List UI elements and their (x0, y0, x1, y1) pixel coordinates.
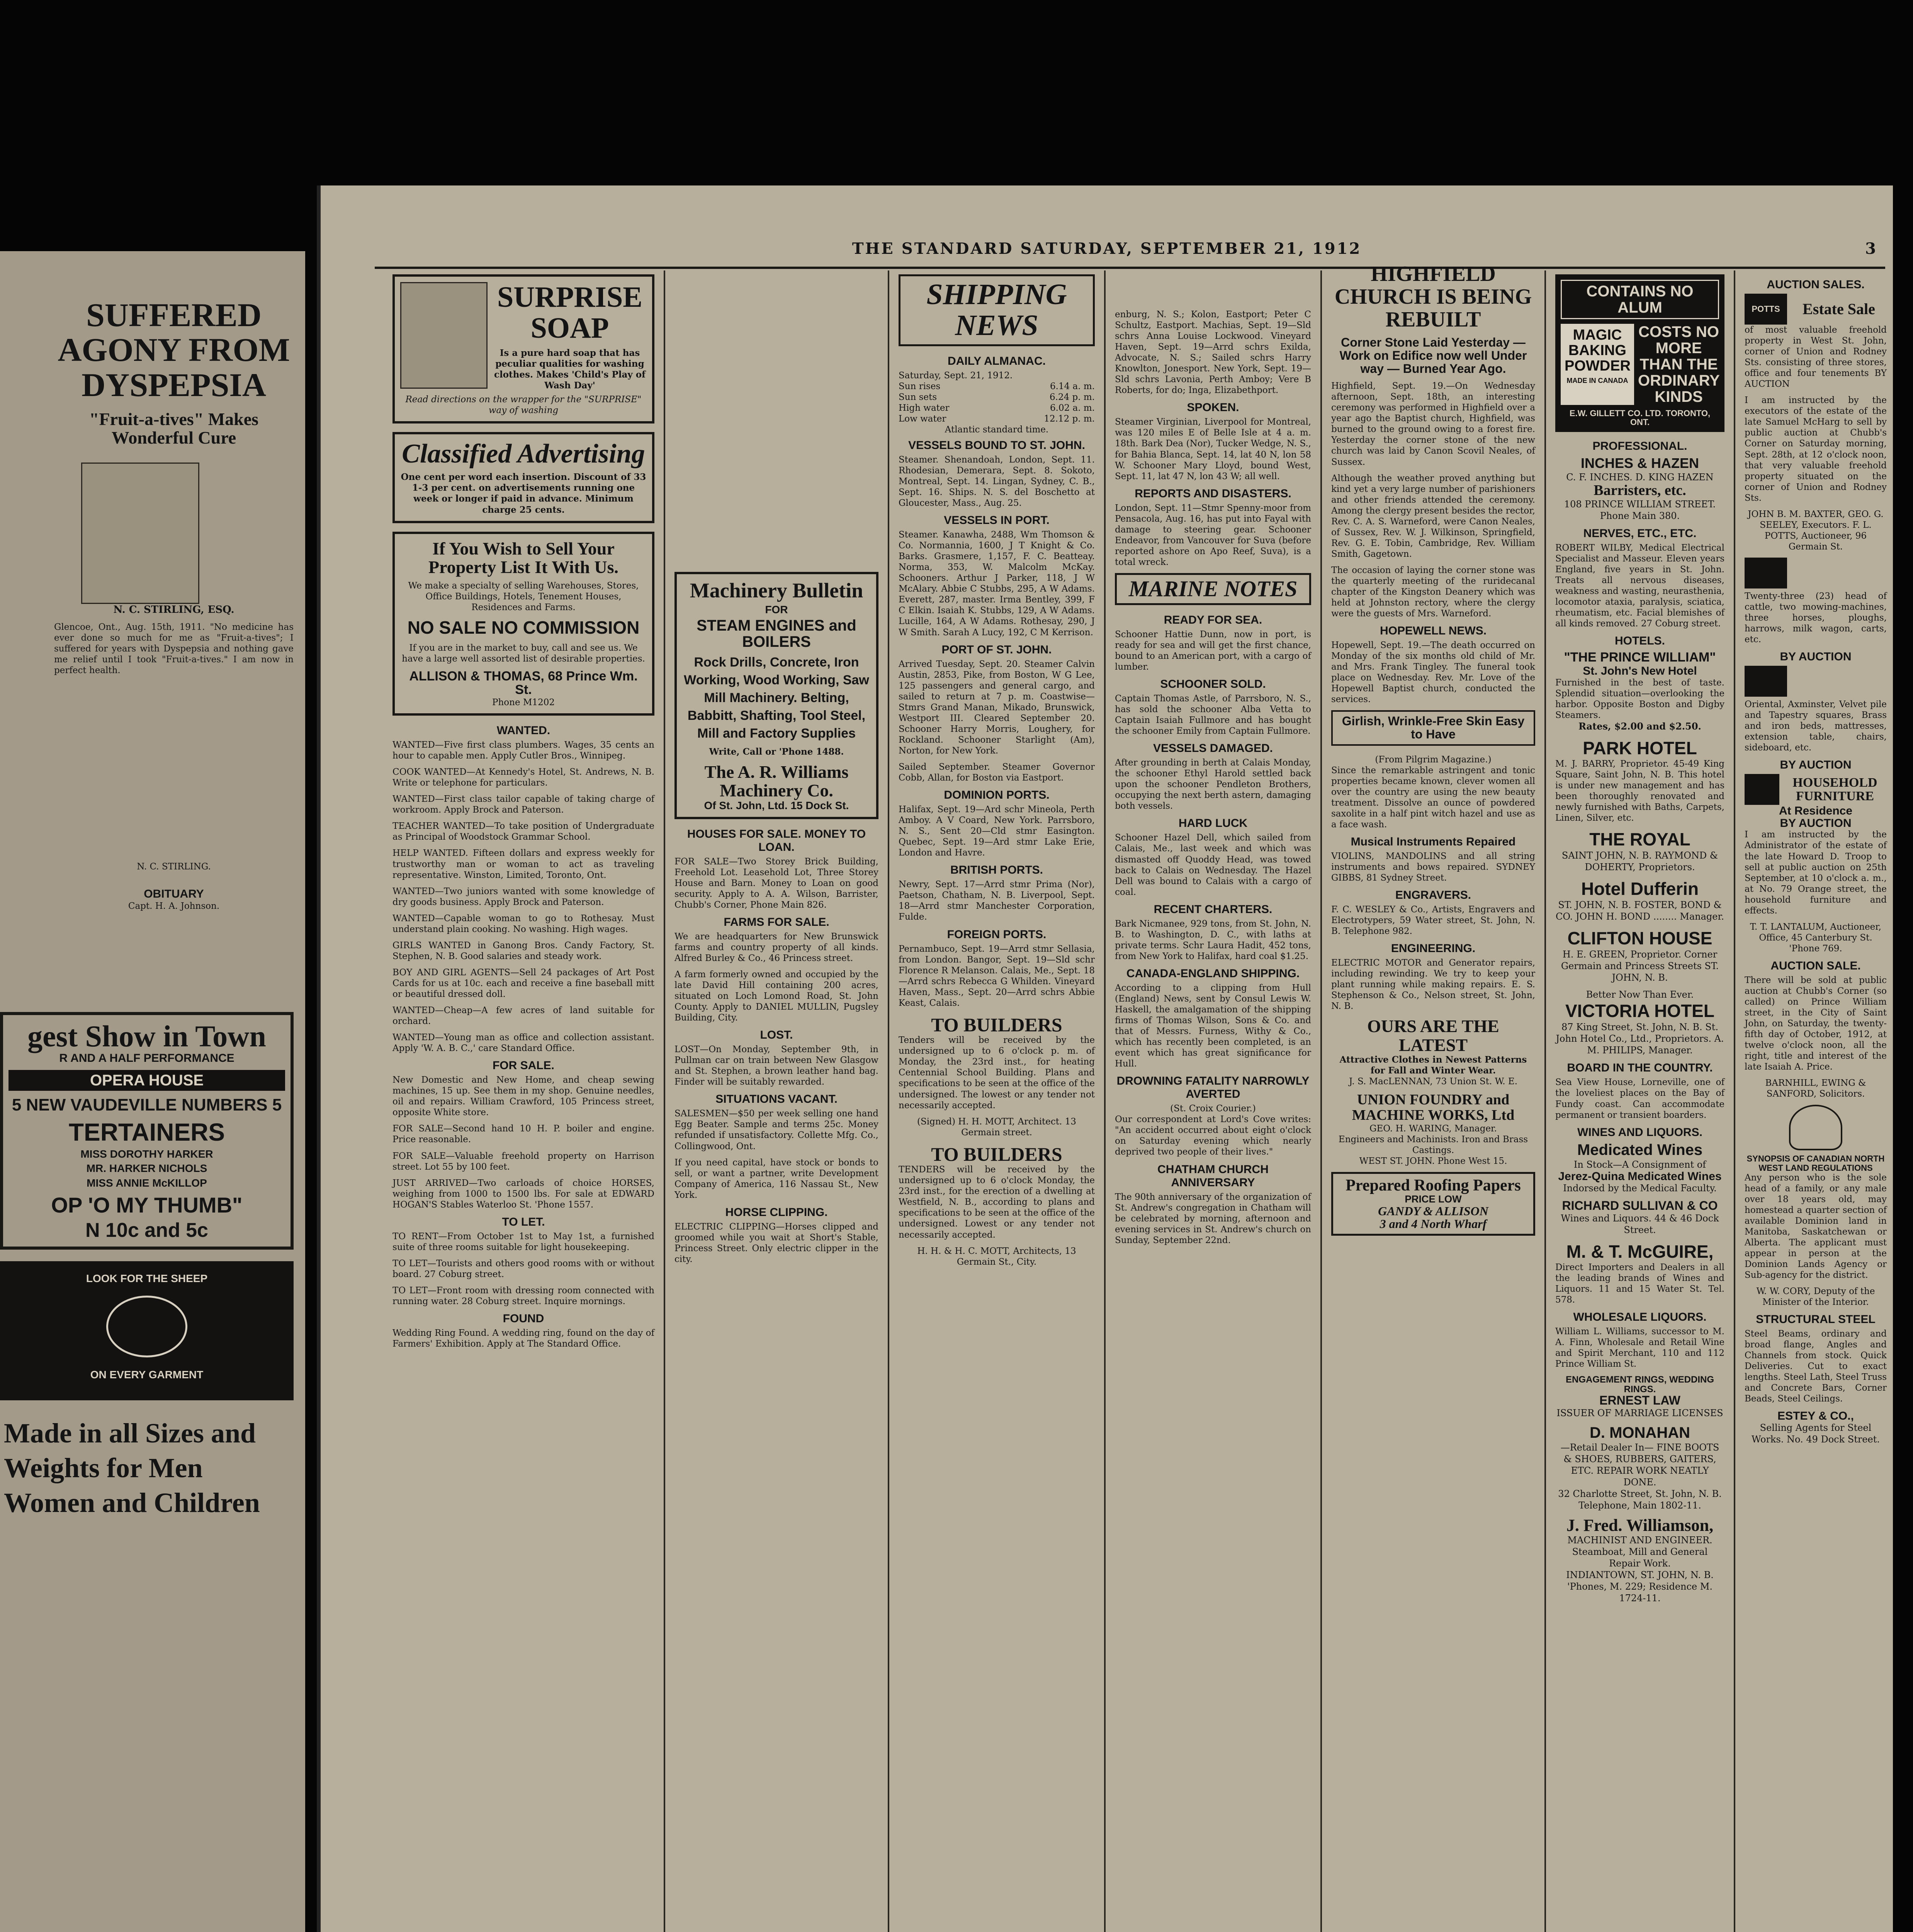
hopewell-text: Hopewell, Sept. 19.—The death occurred on Monday of the six months old child of Mr. and Mrs. Frank Tingley. The funeral took place on Wednesday. Rev. Mr. Love of the Hopewell Baptist church, conducted the services. (1331, 640, 1535, 705)
williamson-text: MACHINIST AND ENGINEER. Steamboat, Mill and General Repair Work. (1567, 1535, 1713, 1569)
chatham-text: The 90th anniversary of the organization of St. Andrew's congregation in Chatham will be celebrated by morning, afternoon and evening services in St. Andrew's church on Sunday, September 22nd. (1115, 1192, 1311, 1245)
prince-william-text: Furnished in the best of taste. Splendid situation—overlooking the harbor. Opposite Boston and Digby Steamers. (1555, 677, 1724, 721)
union-foundry-title: UNION FOUNDRY and MACHINE WORKS, Ltd (1352, 1092, 1515, 1124)
professional-heading: PROFESSIONAL. (1592, 440, 1687, 453)
almanac-row (899, 392, 1095, 403)
notice-text: There will be sold at public auction at Chubb's Corner (so called) on Prince William street, in the City of Saint John, on Saturday, the twenty-fifth day of October, 1912, at twelve o'clock noon, all the right, title and interest of the late Isaiah A. Price. (1745, 975, 1887, 1072)
wholesale-heading: WHOLESALE LIQUORS. (1573, 1310, 1707, 1323)
foreign-heading: FOREIGN PORTS. (947, 928, 1047, 941)
shipping-news-header (899, 274, 1095, 346)
synopsis-heading: SYNOPSIS OF CANADIAN NORTH WEST LAND REGULATIONS (1747, 1154, 1885, 1173)
williamson-address: INDIANTOWN, ST. JOHN, N. B. 'Phones, M. 229; Residence M. 1724-11. (1566, 1570, 1714, 1604)
synopsis-signature: W. W. CORY, Deputy of the Minister of the Interior. (1756, 1286, 1875, 1308)
farms-text: We are headquarters for New Brunswick farms and country property of all kinds. Alfred Burley & Co., 46 Princess street. (674, 931, 878, 963)
wines-heading: WINES AND LIQUORS. (1577, 1126, 1702, 1139)
page-number: 3 (1865, 240, 1877, 258)
hopewell-heading: HOPEWELL NEWS. (1380, 624, 1487, 638)
almanac-heading: DAILY ALMANAC. (948, 354, 1046, 367)
victoria-top: Better Now Than Ever. (1586, 989, 1694, 1000)
show-sub: R AND A HALF PERFORMANCE (59, 1052, 234, 1065)
fruitatives-subhead: "Fruit-a-tives" Makes Wonderful Cure (89, 409, 259, 448)
houses-heading: HOUSES FOR SALE. MONEY TO LOAN. (687, 827, 866, 854)
estate-sale-text-2: I am instructed by the executors of the estate of the late Samuel McHarg to sell by public auction at Chubb's Corner on Saturday morning, Sept. 28th, at 12 o'clock noon, that very valuable freehold property situated on the corner of Union and Rodney Sts. (1745, 395, 1887, 503)
british-heading: BRITISH PORTS. (950, 864, 1043, 877)
marine-notes-header (1115, 573, 1311, 605)
engravers-heading: ENGRAVERS. (1395, 889, 1471, 902)
classified-header (392, 432, 654, 523)
to-let-list (392, 1231, 654, 1307)
for-sale-ad: FOR SALE—Second hand 10 H. P. boiler and engine. Price reasonable. (392, 1124, 654, 1145)
obituary-heading: OBITUARY (144, 888, 204, 901)
nerves-text: ROBERT WILBY, Medical Electrical Specialist and Masseur. Eleven years England, five years in St. John. Treats all nervous diseases, weakness and wasting, neurasthenia, locomotor ataxia, paralysis, sciatica, rheumatism, etc. Facial blemishes of all kinds removed. 27 Coburg street. (1555, 543, 1724, 629)
damaged-text: After grounding in berth at Calais Monday, the schooner Ethyl Harold settled back upon the schooner Pendleton Brothers, occupying the next berth astern, damaging both vessels. (1115, 758, 1311, 811)
almanac-row (899, 403, 1095, 413)
girlish-sub: (From Pilgrim Magazine.) (1375, 754, 1492, 765)
to-let-ad: TO LET—Front room with dressing room connected with running water. 28 Coburg street. Inquire mornings. (392, 1285, 654, 1306)
inches-names: C. F. INCHES. D. KING HAZEN (1566, 472, 1714, 483)
monahan-text: —Retail Dealer In— FINE BOOTS & SHOES, RUBBERS, GAITERS, ETC. REPAIR WORK NEATLY DONE. (1560, 1442, 1719, 1488)
wanted-ad: GIRLS WANTED in Ganong Bros. Candy Factory, St. Stephen, N. B. Good salaries and steady work. (392, 940, 654, 961)
cattle-auction-label: BY AUCTION (1780, 650, 1852, 663)
almanac-label: Saturday, Sept. 21, 1912. (899, 370, 1013, 381)
engravers-text: F. C. WESLEY & Co., Artists, Engravers and Electrotypers, 59 Water street, St. John, N. B. Telephone 982. (1331, 905, 1535, 937)
column-auctions (1738, 274, 1893, 1932)
country-text: Sea View House, Lorneville, one of the loveliest places on the Bay of Fundy coast. Can accommodate permanent or transient boarders. (1555, 1077, 1724, 1120)
drowning-sub: (St. Croix Courier.) (1170, 1104, 1256, 1114)
mcguire-title: M. & T. McGUIRE, (1566, 1241, 1714, 1262)
builders-heading-2: TO BUILDERS (931, 1143, 1062, 1165)
park-hotel-title: PARK HOTEL (1583, 738, 1697, 759)
wanted-ad: WANTED—Cheap—A few acres of land suitable for orchard. (392, 1005, 654, 1027)
column-rule (1320, 270, 1322, 1932)
almanac-table (899, 370, 1095, 424)
notice-signature: BARNHILL, EWING & SANFORD, Solicitors. (1765, 1078, 1866, 1099)
union-address: WEST ST. JOHN. Phone West 15. (1359, 1156, 1507, 1167)
jerez-title: Jerez-Quina Medicated Wines (1558, 1170, 1722, 1183)
prince-william-rates: Rates, $2.00 and $2.50. (1578, 721, 1701, 732)
highfield-text-2: Although the weather proved anything but kind yet a very large number of parishioners and other friends attended the ceremony. Among the clergy present besides the rector, Rev. C. A. S. Warneford, were Canon Neales, of Sussex, Rev. W. J. Wilkinson, Springfield, Rev. G. E. Tobin, Cambridge, Rev. William Smith, Gagetown. (1331, 473, 1535, 559)
magic-baking-powder-ad (1555, 274, 1724, 432)
builders-signature-2: H. H. & H. C. MOTT, Architects, 13 Germain St., City. (917, 1246, 1076, 1267)
foreign-text: Pernambuco, Sept. 19—Arrd stmr Sellasia, from London. Bangor, Sept. 19—Sld schr Florence R Melanson. Calais, Me., Sept. 18—Arrd schrs Rebecca G Whilden. Vineyard Haven, Mass., Sept. 20—Arrd schrs Abbie Keast, Calais. (899, 944, 1095, 1008)
auction-heading: AUCTION SALES. (1767, 278, 1865, 291)
alum-costs: COSTS NO MORE THAN THE ORDINARY KINDS (1638, 323, 1720, 405)
victoria-text: 87 King Street, St. John, N. B. St. John Hotel Co., Ltd., Proprietors. A. M. PHILIPS, Manager. (1556, 1022, 1724, 1056)
wanted-heading: WANTED. (496, 724, 550, 737)
classified-rates: One cent per word each insertion. Discount of 33 1-3 per cent. on advertisements running one week or longer if paid in advance. Minimum charge 25 cents. (401, 472, 646, 515)
spoken-text: Steamer Virginian, Liverpool for Montreal, was 120 miles E of Belle Isle at 4 a. m. 18th. Bark Dea (Nor), Tucker Wedge, N. S., for Bahia Blanca, Sept. 14, lat 40 N, lon 58 W. Schooner Mary Lloyd, bound West, Sept. 11, lat 47 N, lon 43 W; all well. (1115, 417, 1311, 481)
sheep-top-text: LOOK FOR THE SHEEP (86, 1272, 208, 1284)
wanted-ad: COOK WANTED—At Kennedy's Hotel, St. Andrews, N. B. Write or telephone for particulars. (392, 767, 654, 788)
wanted-ad: WANTED—Capable woman to go to Rothesay. Must understand plain cooking. No washing. High wages. (392, 913, 654, 934)
steel-address: Selling Agents for Steel Works. No. 49 Dock Street. (1751, 1422, 1880, 1445)
vessels-bound-heading: VESSELS BOUND TO ST. JOHN. (908, 439, 1085, 452)
newspaper-page (317, 185, 1893, 1932)
testimonial-signature: N. C. STIRLING. (137, 862, 211, 872)
column-rule (1734, 270, 1735, 1932)
dominion-heading: DOMINION PORTS. (944, 789, 1050, 802)
canada-heading: CANADA-ENGLAND SHIPPING. (1126, 967, 1300, 980)
vessels-port-heading: VESSELS IN PORT. (944, 514, 1050, 527)
potts-flag-icon: POTTS (1745, 294, 1787, 325)
wanted-ad: WANTED—Two juniors wanted with some knowledge of dry goods business. Apply Brock and Paterson. (392, 886, 654, 907)
wanted-ad: WANTED—Young man as office and collection assistant. Apply 'W. A. B. C.,' care Standard Office. (392, 1032, 654, 1054)
laundress-image (400, 282, 488, 389)
machinery-for: FOR (765, 603, 788, 616)
latest-address: J. S. MacLENNAN, 73 Union St. W. E. (1349, 1077, 1518, 1087)
almanac-value: 6.02 a. m. (1050, 403, 1095, 413)
wanted-ad: HELP WANTED. Fifteen dollars and express weekly for trustworthy man or woman to act as traveling representative. Winston, Limited, Toronto, Ont. (392, 848, 654, 880)
vessels-port-text: Steamer. Kanawha, 2488, Wm Thomson & Co. Normannia, 1600, J T Knight & Co. Barks. Grasmere, 1,157, F. C. Beatteay. Norma, 353, W. Malcolm McKay. Schooners. Arthur J Parker, 118, J W McAlary. Abbie C Stubbs, 295, A W Adams. Everett, 287, master. Irma Bentley, 399, F C Elkin. Isaiah K. Stubbs, 129, A W Adams. Lucille, 164, A W Adams. Rothesay, 290, J W Smith. Sarah A Lucy, 192, C M Kerrison. (899, 530, 1095, 638)
dufferin-text: ST. JOHN, N. B. FOSTER, BOND & CO. JOHN H. BOND ........ Manager. (1556, 900, 1724, 922)
latest-text: Attractive Clothes in Newest Patterns for Fall and Winter Wear. (1339, 1054, 1527, 1076)
sullivan-text: Wines and Liquors. 44 & 46 Dock Street. (1561, 1213, 1719, 1235)
damaged-heading: VESSELS DAMAGED. (1153, 742, 1273, 755)
oriental-auction-label: BY AUCTION (1780, 759, 1852, 772)
clifton-text: H. E. GREEN, Proprietor. Corner Germain and Princess Streets ST. JOHN, N. B. (1561, 949, 1719, 983)
show-title: gest Show in Town (27, 1019, 266, 1053)
machinery-title: Machinery Bulletin (690, 579, 863, 602)
medicated-text: In Stock—A Consignment of (1573, 1159, 1706, 1170)
previous-page-strip (0, 251, 305, 1932)
union-text: Engineers and Machinists. Iron and Brass Castings. (1338, 1134, 1528, 1156)
column-rule (1544, 270, 1546, 1932)
alum-made: MADE IN CANADA (1566, 376, 1628, 384)
coat-of-arms-icon (1789, 1105, 1842, 1150)
column-rule (1104, 270, 1106, 1932)
column-highfield (1325, 263, 1541, 1932)
sold-text: Captain Thomas Astle, of Parrsboro, N. S., has sold the schooner Alba Vetta to Captain Isaiah Fullmore and has bought the schooner Emily from Captain Fullmore. (1115, 694, 1311, 736)
clifton-title: CLIFTON HOUSE (1567, 928, 1713, 949)
engineering-text: ELECTRIC MOTOR and Generator repairs, including rewinding. We try to keep your plant running while making repairs. E. S. Stephenson & Co., Nelson street, St. John, N. B. (1331, 958, 1535, 1012)
tom-thumb-title: OP 'O MY THUMB" (51, 1193, 243, 1218)
soap-title: SURPRISE SOAP (497, 281, 642, 344)
hotels-heading: HOTELS. (1614, 634, 1665, 648)
highfield-text: Highfield, Sept. 19.—On Wednesday afternoon, Sept. 18th, an interesting ceremony was performed in Highfield over a year ago the Baptist church, Highfield, was burned to the ground owing to a forest fire. Yesterday the corner stone of the new church was laid by Canon Scovil Neales, of Sussex. (1331, 381, 1535, 467)
masthead-title: THE STANDARD SATURDAY, SEPTEMBER 21, 1912 (852, 240, 1362, 258)
wanted-list (392, 740, 654, 1054)
chatham-heading: CHATHAM CHURCH ANNIVERSARY (1157, 1163, 1269, 1189)
wanted-ad: WANTED—Five first class plumbers. Wages, 35 cents an hour to capable men. Apply Cutler Bros., Winnipeg. (392, 740, 654, 761)
builders-heading: TO BUILDERS (931, 1014, 1062, 1036)
shipping-continued: enburg, N. S.; Kolon, Eastport; Peter C Schultz, Eastport. Machias, Sept. 19—Sld schrs Anna Louise Lockwood. Vineyard Haven, Sept. 19—Arrd schrs Exilda, Advocate, N. S.; Sailed schrs Harry Knowlton, Jonesport. New York, Sept. 19—Sld schrs Lavonia, Perth Amboy; Vere B Roberts, for do; Inga, Elizabethport. (1115, 310, 1311, 396)
engineering-heading: ENGINEERING. (1391, 942, 1476, 955)
opera-house-name: OPERA HOUSE (8, 1070, 285, 1091)
alum-brand: MAGIC BAKING POWDER (1565, 327, 1631, 374)
nerves-heading: NERVES, ETC., ETC. (1583, 527, 1697, 540)
to-let-ad: TO LET—Tourists and others good rooms with or without board. 27 Coburg street. (392, 1258, 654, 1279)
machinery-ad (674, 572, 878, 819)
marine-notes-title: MARINE NOTES (1128, 576, 1298, 601)
found-text: Wedding Ring Found. A wedding ring, found on the day of Farmers' Exhibition. Apply at The Standard Office. (392, 1328, 654, 1349)
potts-flag-icon-2 (1745, 558, 1787, 588)
vessels-bound-text: Steamer. Shenandoah, London, Sept. 11. Rhodesian, Demerara, Sept. 8. Sokoto, Montreal, Sept. 14. Lingan, Sydney, C. B., Sept. 16. Ships. N. S. del Boschetto at Gloucester, Mass., Aug. 25. (899, 454, 1095, 509)
williams-company: The A. R. Williams Machinery Co. (704, 762, 849, 800)
classified-title: Classified Advertising (402, 439, 645, 469)
notice-heading: AUCTION SALE. (1770, 959, 1861, 972)
sheep-icon (106, 1296, 187, 1357)
park-hotel-text: M. J. BARRY, Proprietor. 45-49 King Square, Saint John, N. B. This hotel is under new management and has been thoroughly renovated and newly furnished with Baths, Carpets, Linen, Silver, etc. (1555, 759, 1724, 823)
alum-top: CONTAINS NO ALUM (1561, 280, 1719, 319)
column-rule (888, 270, 889, 1932)
farms-heading: FARMS FOR SALE. (724, 915, 829, 929)
fruitatives-headline: SUFFERED AGONY FROM DYSPEPSIA (58, 296, 290, 403)
household-sub: At Residence (1779, 804, 1853, 818)
roofing-firm: GANDY & ALLISON (1378, 1204, 1488, 1218)
dufferin-title: Hotel Dufferin (1581, 879, 1699, 899)
shipping-title: SHIPPING NEWS (926, 278, 1067, 342)
for-sale-heading: FOR SALE. (492, 1059, 554, 1072)
vaudeville-numbers: 5 NEW VAUDEVILLE NUMBERS 5 (12, 1095, 282, 1114)
ttl-flag-icon (1745, 774, 1779, 805)
drowning-heading: DROWNING FATALITY NARROWLY AVERTED (1116, 1075, 1310, 1101)
performer-3: MISS ANNIE McKILLOP (87, 1177, 207, 1189)
almanac-row (899, 413, 1095, 424)
show-prices: N 10c and 5c (85, 1219, 208, 1242)
steel-text: Steel Beams, ordinary and broad flange, Angles and Channels from stock. Quick Deliveries. Cut to exact lengths. Steel Lath, Steel Truss and Concrete Bars, Corner Beads, Steel Ceilings. (1745, 1329, 1887, 1404)
wanted-ad: WANTED—First class tailor capable of taking charge of workroom. Apply Brock and Paterson. (392, 794, 654, 815)
rings-heading: ENGAGEMENT RINGS, WEDDING RINGS. (1565, 1374, 1714, 1395)
reports-text: London, Sept. 11—Stmr Spenny-moor from Pensacola, Aug. 16, has put into Fayal with damage to steering gear. Schooner Endeavor, from Vancouver for Suva (before reported ashore on Apo Reef, Suva), is a total wreck. (1115, 503, 1311, 567)
reports-heading: REPORTS AND DISASTERS. (1135, 487, 1291, 500)
almanac-note: Atlantic standard time. (945, 424, 1049, 435)
almanac-row (899, 381, 1095, 392)
situations-text-2: If you need capital, have stock or bonds to sell, or want a partner, write Development Company of America, 116 Nassau St., New York. (674, 1157, 878, 1200)
roofing-address: 3 and 4 North Wharf (1380, 1217, 1487, 1231)
dominion-text: Halifax, Sept. 19—Ard schr Mineola, Perth Amboy. A V Coard, New York. Parrsboro, N. S., Sent 20—Cld stmr Easington. Quebec, Sept. 19—Ard stmr Lake Erie, London and Havre. (899, 804, 1095, 858)
sullivan-title: RICHARD SULLIVAN & CO (1562, 1199, 1718, 1213)
girlish-title: Girlish, Wrinkle-Free Skin Easy to Have (1342, 714, 1525, 742)
hard-luck-heading: HARD LUCK (1178, 817, 1248, 830)
law-title: ERNEST LAW (1599, 1393, 1680, 1408)
portrait-caption: N. C. STIRLING, ESQ. (113, 604, 234, 616)
royal-title: THE ROYAL (1589, 829, 1690, 850)
baking-powder-tin (1561, 324, 1634, 405)
almanac-label: High water (899, 403, 950, 413)
synopsis-text: Any person who is the sole head of a family, or any male over 18 years old, may homestead a quarter section of available Dominion land in Manitoba, Saskatchewan or Alberta. The applicant must appear in person at the Dominion Lands Agency or Sub-agency for the district. (1745, 1172, 1887, 1281)
column-shipping (892, 274, 1101, 1932)
household-signature: T. T. LANTALUM, Auctioneer, Office, 45 Canterbury St. 'Phone 769. (1750, 922, 1881, 954)
inches-hazen-title: INCHES & HAZEN (1580, 455, 1699, 471)
hard-luck-text: Schooner Hazel Dell, which sailed from Calais, Me., last week and which was dismasted off Quoddy Head, was towed back to Calais on Wednesday. The Hazel Dell was bound to Calais with a cargo of coal. (1115, 833, 1311, 897)
steel-firm: ESTEY & CO., (1777, 1409, 1854, 1422)
agent-name: ALLISON & THOMAS, 68 Prince Wm. St. (409, 668, 638, 697)
inches-address: 108 PRINCE WILLIAM STREET. Phone Main 380. (1564, 499, 1716, 522)
charters-text: Bark Nicmanee, 929 tons, from St. John, N. B. to Washington, D. C., with laths at private terms. Schr Laura Hadit, 452 tons, from New York to Halifax, hard coal $1.25. (1115, 918, 1311, 961)
lost-heading: LOST. (760, 1029, 793, 1042)
union-manager: GEO. H. WARING, Manager. (1369, 1123, 1497, 1134)
williams-address: Of St. John, Ltd. 15 Dock St. (704, 799, 849, 812)
almanac-value: 6.14 a. m. (1050, 381, 1095, 391)
mcguire-text: Direct Importers and Dealers in all the leading brands of Wines and Liquors. 11 and 15 Water St. Tel. 578. (1555, 1262, 1724, 1305)
highfield-subhead: Corner Stone Laid Yesterday —Work on Edifice now well Under way — Burned Year Ago. (1339, 335, 1527, 376)
performer-1: MISS DOROTHY HARKER (80, 1148, 213, 1160)
horse-clipping-heading: HORSE CLIPPING. (725, 1206, 828, 1219)
wanted-ad: TEACHER WANTED—To take position of Undergraduate as Principal of Woodstock Grammar School. (392, 821, 654, 842)
cattle-text: Twenty-three (23) head of cattle, two mowing-machines, three horses, ploughs, harrows, milk wagon, carts, etc. (1745, 591, 1887, 645)
drowning-text: Our correspondent at Lord's Cove writes: "An accident occurred about eight o'clock on Saturday evening which nearly deprived two people of their lives." (1115, 1114, 1311, 1157)
latest-heading: OURS ARE THE LATEST (1367, 1016, 1499, 1055)
performer-2: MR. HARKER NICHOLS (86, 1162, 207, 1175)
masthead-rule (375, 267, 1885, 269)
situations-heading: SITUATIONS VACANT. (715, 1093, 838, 1106)
wanted-ad: BOY AND GIRL AGENTS—Sell 24 packages of Art Post Cards for us at 10c. each and receive a fine baseball mitt or beautiful dressed doll. (392, 967, 654, 999)
potts-flag-icon-3 (1745, 666, 1787, 697)
roofing-ad (1331, 1172, 1535, 1236)
for-sale-ad: FOR SALE—Valuable freehold property on Harrison street. Lot 55 by 100 feet. (392, 1151, 654, 1172)
household-text: I am instructed by the Administrator of the estate of the late Howard D. Troop to sell at public auction on 25th September, at 10 o'clock a. m., at No. 79 Orange street, the household furniture and effects. (1745, 830, 1887, 916)
column-directory (1549, 274, 1731, 1932)
builders-signature: (Signed) H. H. MOTT, Architect. 13 Germain street. (917, 1116, 1076, 1138)
sell-text-2: If you are in the market to buy, call and see us. We have a large well assorted list of desirable properties. (402, 643, 645, 664)
soap-text: Is a pure hard soap that has peculiar qualities for washing clothes. Makes 'Child's Play of Wash Day' (494, 347, 646, 391)
column-classified (386, 274, 661, 1932)
sheep-ad (0, 1261, 294, 1400)
vaudeville-ad (0, 1012, 294, 1249)
sell-title: If You Wish to Sell Your Property List It With Us. (428, 538, 618, 577)
medicated-text-2: Indorsed by the Medical Faculty. (1563, 1183, 1717, 1194)
highfield-headline: HIGHFIELD CHURCH IS BEING REBUILT (1334, 263, 1532, 332)
spoken-heading: SPOKEN. (1187, 401, 1239, 414)
machinery-sub: STEAM ENGINES and BOILERS (697, 617, 856, 651)
steel-heading: STRUCTURAL STEEL (1756, 1313, 1876, 1326)
monahan-address: 32 Charlotte Street, St. John, N. B. Telephone, Main 1802-11. (1558, 1488, 1722, 1511)
for-sale-ad: JUST ARRIVED—Two carloads of choice HORSES, weighing from 1000 to 1500 lbs. For sale at EDWARD HOGAN'S Stables Waterloo St. 'Phone 1557. (392, 1178, 654, 1210)
girlish-text: Since the remarkable astringent and tonic properties became known, clever women all over the country are using the new beauty treatment. Dissolve an ounce of powdered saxolite in a half pint witch hazel and use as a face wash. (1331, 765, 1535, 830)
testimonial-text: Glencoe, Ont., Aug. 15th, 1911. "No medicine has ever done so much for me as "Fruit-a-tives"; I suffered for years with Dyspepsia and nothing gave me relief until I took "Fruit-a-tives." I am now in perfect health. (54, 622, 294, 676)
wholesale-text: William L. Williams, successor to M. A. Finn, Wholesale and Retail Wine and Spirit Merchant, 110 and 112 Prince William St. (1555, 1326, 1724, 1369)
portrait-image (81, 463, 199, 604)
entertainers-title: TERTAINERS (68, 1118, 225, 1146)
sheep-bottom-text: ON EVERY GARMENT (90, 1369, 204, 1381)
no-sale-no-commission: NO SALE NO COMMISSION (407, 617, 640, 638)
situations-text: SALESMEN—$50 per week selling one hand Egg Beater. Sample and terms 25c. Money refunded if unsatisfactory. Collette Mfg. Co., Collingwood, Ont. (674, 1109, 878, 1151)
almanac-row (899, 370, 1095, 381)
musical-heading: Musical Instruments Repaired (1351, 835, 1516, 848)
british-text: Newry, Sept. 17—Arrd stmr Prima (Nor), Paetson, Chatham, N. B. Liverpool, Sept. 18—Arrd stmr Manchester Corporation, Fulde. (899, 879, 1095, 922)
inches-role: Barristers, etc. (1594, 482, 1686, 499)
almanac-label: Low water (899, 413, 946, 424)
horse-clipping-text: ELECTRIC CLIPPING—Horses clipped and groomed while you wait at Short's Stable, Princess Street. Only electric clipper in the city. (674, 1221, 878, 1264)
made-in-sizes: Made in all Sizes and Weights for Men Women and Children (4, 1417, 260, 1518)
roofing-title: Prepared Roofing Papers (1346, 1177, 1521, 1195)
builders-text: Tenders will be received by the undersigned up to 6 o'clock p. m. of Monday, the 23rd inst., for heating Centennial School Building. Plans and specifications to be seen at the office of the undersigned. The lowest or any tender not necessarily accepted. (899, 1035, 1095, 1111)
sold-heading: SCHOONER SOLD. (1160, 678, 1266, 691)
houses-text: FOR SALE—Two Storey Brick Building, Freehold Lot. Leasehold Lot, Three Storey House and Barn. Money to Loan on good security. Apply to A. A. Wilson, Barrister, Chubb's Corner, Phone Main 826. (674, 856, 878, 910)
sailed-text: Sailed September. Steamer Governor Cobb, Allan, for Boston via Eastport. (899, 762, 1095, 783)
machinery-items: Rock Drills, Concrete, Iron Working, Wood Working, Saw Mill Machinery. Belting, Babbitt, Shafting, Tool Steel, Mill and Factory Supplies (684, 655, 869, 741)
almanac-label: Sun sets (899, 392, 937, 402)
royal-text: SAINT JOHN, N. B. RAYMOND & DOHERTY, Proprietors. (1561, 850, 1718, 873)
to-let-ad: TO RENT—From October 1st to May 1st, a furnished suite of three rooms suitable for light housekeeping. (392, 1231, 654, 1252)
prince-william-sub: St. John's New Hotel (1583, 665, 1697, 678)
builders-text-2: TENDERS will be received by the undersigned up to 6 o'clock Monday, the 23rd inst., for the erection of a dwelling at Westfield, N. B., according to plans and specifications to be seen at the office of the undersigned. Lowest or any tender not necessarily accepted. (899, 1165, 1095, 1240)
ready-text: Schooner Hattie Dunn, now in port, is ready for sea and will get the first chance, bound to an American port, with a cargo of lumber. (1115, 629, 1311, 672)
musical-text: VIOLINS, MANDOLINS and all string instruments and bows repaired. SYDNEY GIBBS, 81 Sydney Street. (1331, 851, 1535, 883)
sell-property-ad (392, 532, 654, 716)
almanac-value: 12.12 p. m. (1044, 413, 1095, 424)
obituary-subheading: Capt. H. A. Johnson. (128, 901, 220, 912)
sell-text: We make a specialty of selling Warehouses, Stores, Office Buildings, Hotels, Tenement Houses, Residences and Farms. (408, 581, 639, 613)
soap-note: Read directions on the wrapper for the "SURPRISE" way of washing (405, 394, 642, 415)
surprise-soap-ad (392, 274, 654, 423)
monahan-title: D. MONAHAN (1590, 1424, 1690, 1442)
medicated-title: Medicated Wines (1577, 1141, 1703, 1158)
victoria-title: VICTORIA HOTEL (1565, 1001, 1714, 1021)
highfield-text-3: The occasion of laying the corner stone was the quarterly meeting of the ruridecanal chapter of the Kingston Deanery which was held at Johnston rectory, where the clergy were the guests of Mrs. Warneford. (1331, 565, 1535, 619)
prince-william-title: "THE PRINCE WILLIAM" (1564, 650, 1716, 665)
farms-text-2: A farm formerly owned and occupied by the late David Hill containing 200 acres, situated on Loch Lomond Road, St. John County. Apply to DANIEL MULLIN, Pugsley Building, City. (674, 969, 878, 1023)
column-marine (1109, 274, 1317, 1932)
country-heading: BOARD IN THE COUNTRY. (1567, 1061, 1713, 1075)
to-let-heading: TO LET. (502, 1215, 545, 1228)
for-sale-list (392, 1075, 654, 1210)
almanac-label: Sun rises (899, 381, 941, 391)
found-heading: FOUND (503, 1312, 544, 1325)
household-title: HOUSEHOLD FURNITURE (1792, 775, 1877, 804)
estate-sale-signature: JOHN B. M. BAXTER, GEO. G. SEELEY, Executors. F. L. POTTS, Auctioneer, 96 Germain St. (1748, 509, 1884, 552)
canada-text: According to a clipping from Hull (England) News, sent by Consul Lewis W. Haskell, the amalgamation of the shipping firms of Thomas Wilson, Sons & Co. and that of Messrs. Furness, Withy & Co., which has recently been completed, is an event which has great significance for Hull. (1115, 983, 1311, 1069)
roofing-price: PRICE LOW (1405, 1193, 1462, 1205)
for-sale-ad: New Domestic and New Home, and cheap sewing machines, 15 up. See them in my shop. Genuine needles, oil and repairs. William Crawford, 105 Princess street, opposite White store. (392, 1075, 654, 1118)
estate-sale-title: Estate Sale (1803, 300, 1875, 318)
agent-phone: Phone M1202 (492, 697, 555, 708)
lost-text: LOST—On Monday, September 9th, in Pullman car on train between New Glasgow and St. Stephen, a brown leather hand bag. Finder will be suitably rewarded. (674, 1044, 878, 1087)
machinery-note: Write, Call or 'Phone 1488. (709, 746, 844, 757)
household-auction-label: BY AUCTION (1780, 816, 1852, 830)
alum-maker: E.W. GILLETT CO. LTD. TORONTO, ONT. (1569, 408, 1711, 427)
williamson-title: J. Fred. Williamson, (1566, 1516, 1714, 1535)
oriental-text: Oriental, Axminster, Velvet pile and Tapestry squares, Brass and iron beds, mattresses, extension table, chairs, sideboard, etc. (1745, 699, 1887, 753)
estate-sale-text: of most valuable freehold property in West St. John, corner of Union and Rodney Sts. consisting of three stores, office and four tenements BY AUCTION (1745, 325, 1887, 389)
port-heading: PORT OF ST. JOHN. (941, 643, 1052, 656)
port-text: Arrived Tuesday, Sept. 20. Steamer Calvin Austin, 2853, Pike, from Boston, W G Lee, 125 passengers and general cargo, and sailed to return at 7 p. m. Coastwise—Stmrs Grand Manan, Mikado, Brunswick, Westport III. Cleared September 20. Schooner Harry Morris, Loughery, for Rockland. Schooner Starlight (Am), Norton, for New York. (899, 659, 1095, 756)
law-text: ISSUER OF MARRIAGE LICENSES (1556, 1408, 1723, 1419)
charters-heading: RECENT CHARTERS. (1154, 903, 1273, 916)
masthead (321, 240, 1893, 263)
column-rule (664, 270, 665, 1932)
almanac-value: 6.24 p. m. (1050, 392, 1095, 402)
girlish-box (1331, 710, 1535, 745)
ready-heading: READY FOR SEA. (1164, 613, 1262, 626)
column-machinery (668, 572, 885, 1932)
